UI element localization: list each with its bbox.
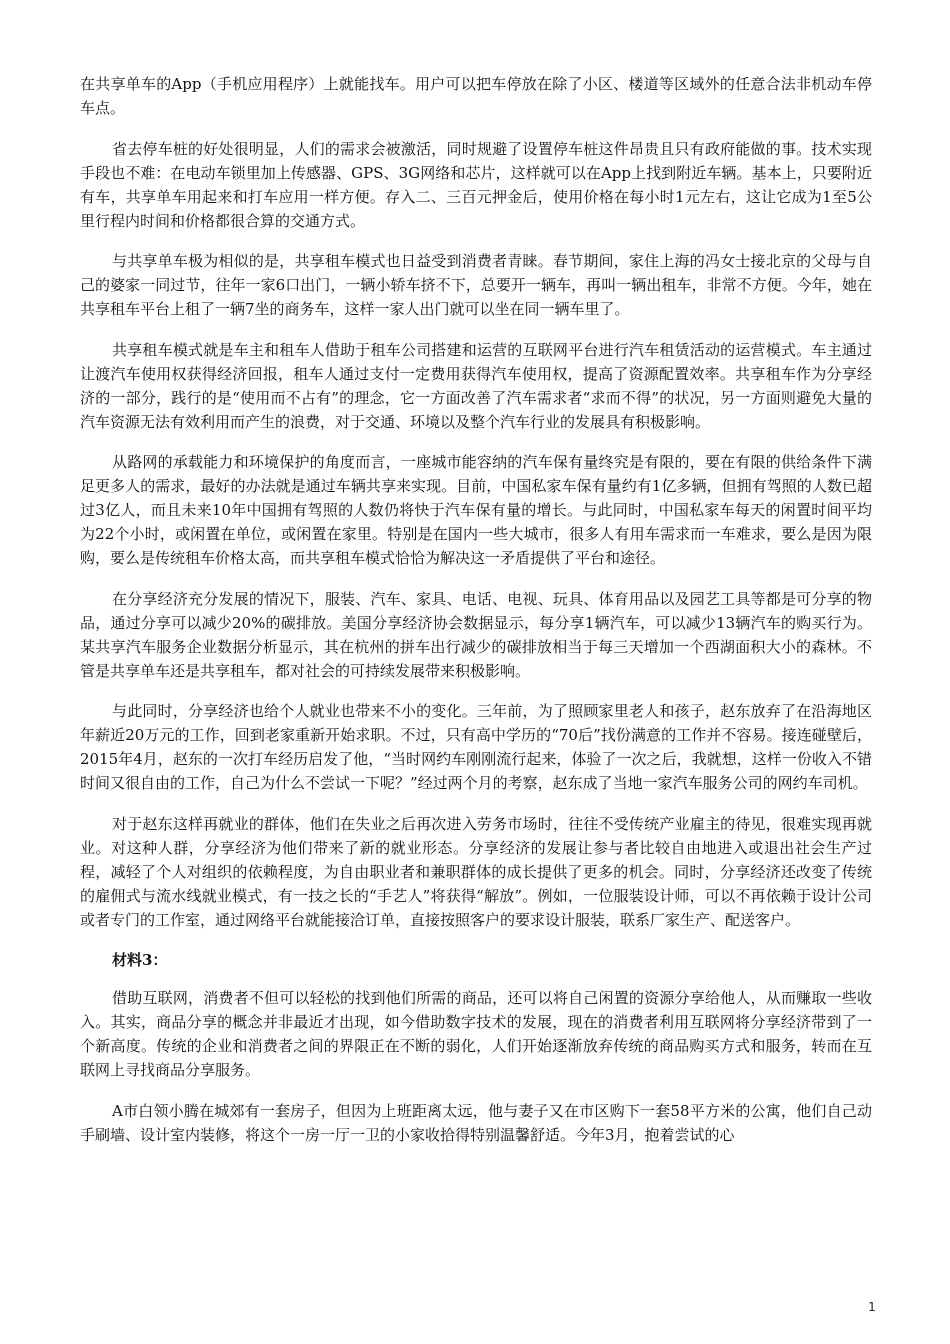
paragraph-apartment-story: A市白领小腾在城郊有一套房子，但因为上班距离太远，他与妻子又在市区购下一套58平方米的公寓，他们自己动手刷墙、设计室内装修，将这个一房一厅一卫的小家收拾得特别温馨舒适。今年3月，抱着尝试的心 <box>80 1101 872 1144</box>
section-heading-material-3: 材料3： <box>112 951 168 969</box>
page-number: 1 <box>868 1300 876 1314</box>
paragraph-carbon-reduction: 在分享经济充分发展的情况下，服装、汽车、家具、电话、电视、玩具、体育用品以及园艺工具等都是可分享的物品，通过分享可以减少20%的碳排放。美国分享经济协会数据显示，每分享1辆汽车，可以减少13辆汽车的购买行为。某共享汽车服务企业数据分析显示，其在杭州的拼车出行减少的碳排放相当于每三天增加一个西湖面积大小的森林。不管是共享单车还是共享租车，都对社会的可持续发展带来积极影响。 <box>80 589 872 680</box>
paragraph-bike-app: 在共享单车的App（手机应用程序）上就能找车。用户可以把车停放在除了小区、楼道等区域外的任意合法非机动车停车点。 <box>80 75 872 117</box>
paragraph-internet-sharing: 借助互联网，消费者不但可以轻松的找到他们所需的商品，还可以将自己闲置的资源分享给他人，从而赚取一些收入。其实，商品分享的概念并非最近才出现，如今借助数字技术的发展，现在的消费者利用互联网将分享经济带到了一个新高度。传统的企业和消费者之间的界限正在不断的弱化，人们开始逐渐放弃传统的商品购买方式和服务，转而在互联网上寻找商品分享服务。 <box>80 989 872 1079</box>
paragraph-employment-story: 与此同时，分享经济也给个人就业也带来不小的变化。三年前，为了照顾家里老人和孩子，赵东放弃了在沿海地区年薪近20万元的工作，回到老家重新开始求职。不过，只有高中学历的“70后”找份满意的工作并不容易。接连碰壁后，2015年4月，赵东的一次打车经历启发了他，“当时网约车刚刚流行起来，体验了一次之后，我就想，这样一份收入不错时间又很自由的工作，自己为什么不尝试一下呢？”经过两个月的考察，赵东成了当地一家汽车服务公司的网约车司机。 <box>80 702 872 792</box>
paragraph-car-sharing-example: 与共享单车极为相似的是，共享租车模式也日益受到消费者青睐。春节期间，家住上海的冯女士接北京的父母与自己的婆家一同过节，往年一家6口出门，一辆小轿车挤不下，总要开一辆车，再叫一辆出租车，非常不方便。今年，她在共享租车平台上租了一辆7坐的商务车，这样一家人出门就可以坐在同一辆车里了。 <box>80 252 872 318</box>
paragraph-reemployment: 对于赵东这样再就业的群体，他们在失业之后再次进入劳务市场时，往往不受传统产业雇主的待见，很难实现再就业。对这种人群，分享经济为他们带来了新的就业形态。分享经济的发展让参与者比较自由地进入或退出社会生产过程，减轻了个人对组织的依赖程度，为自由职业者和兼职群体的成长提供了更多的机会。同时，分享经济还改变了传统的雇佣式与流水线就业模式，有一技之长的“手艺人”将获得“解放”。例如，一位服装设计师，可以不再依赖于设计公司或者专门的工作室，通过网络平台就能接洽订单，直接按照客户的要求设计服装，联系厂家生产、配送客户。 <box>80 814 872 929</box>
paragraph-road-capacity: 从路网的承载能力和环境保护的角度而言，一座城市能容纳的汽车保有量终究是有限的，要在有限的供给条件下满足更多人的需求，最好的办法就是通过车辆共享来实现。目前，中国私家车保有量约有1亿多辆，但拥有驾照的人数已超过3亿人，而且未来10年中国拥有驾照的人数仍将快于汽车保有量的增长。与此同时，中国私家车每天的闲置时间平均为22个小时，或闲置在单位，或闲置在家里。特别是在国内一些大城市，很多人有用车需求而一车难求，要么是因为限购，要么是传统租车价格太高，而共享租车模式恰恰为解决这一矛盾提供了平台和途径。 <box>80 453 872 567</box>
document-body <box>80 72 872 1163</box>
paragraph-no-dock-benefits: 省去停车桩的好处很明显，人们的需求会被激活，同时规避了设置停车桩这件昂贵且只有政府能做的事。技术实现手段也不难：在电动车锁里加上传感器、GPS、3G网络和芯片，这样就可以在App上找到附近车辆。基本上，只要附近有车，共享单车用起来和打车应用一样方便。存入二、三百元押金后，使用价格在每小时1元左右，这让它成为1至5公里行程内时间和价格都很合算的交通方式。 <box>80 139 872 230</box>
paragraph-car-sharing-model: 共享租车模式就是车主和租车人借助于租车公司搭建和运营的互联网平台进行汽车租赁活动的运营模式。车主通过让渡汽车使用权获得经济回报，租车人通过支付一定费用获得汽车使用权，提高了资源配置效率。共享租车作为分享经济的一部分，践行的是“使用而不占有”的理念，它一方面改善了汽车需求者“求而不得”的状况，另一方面则避免大量的汽车资源无法有效利用而产生的浪费，对于交通、环境以及整个汽车行业的发展具有积极影响。 <box>80 340 872 431</box>
